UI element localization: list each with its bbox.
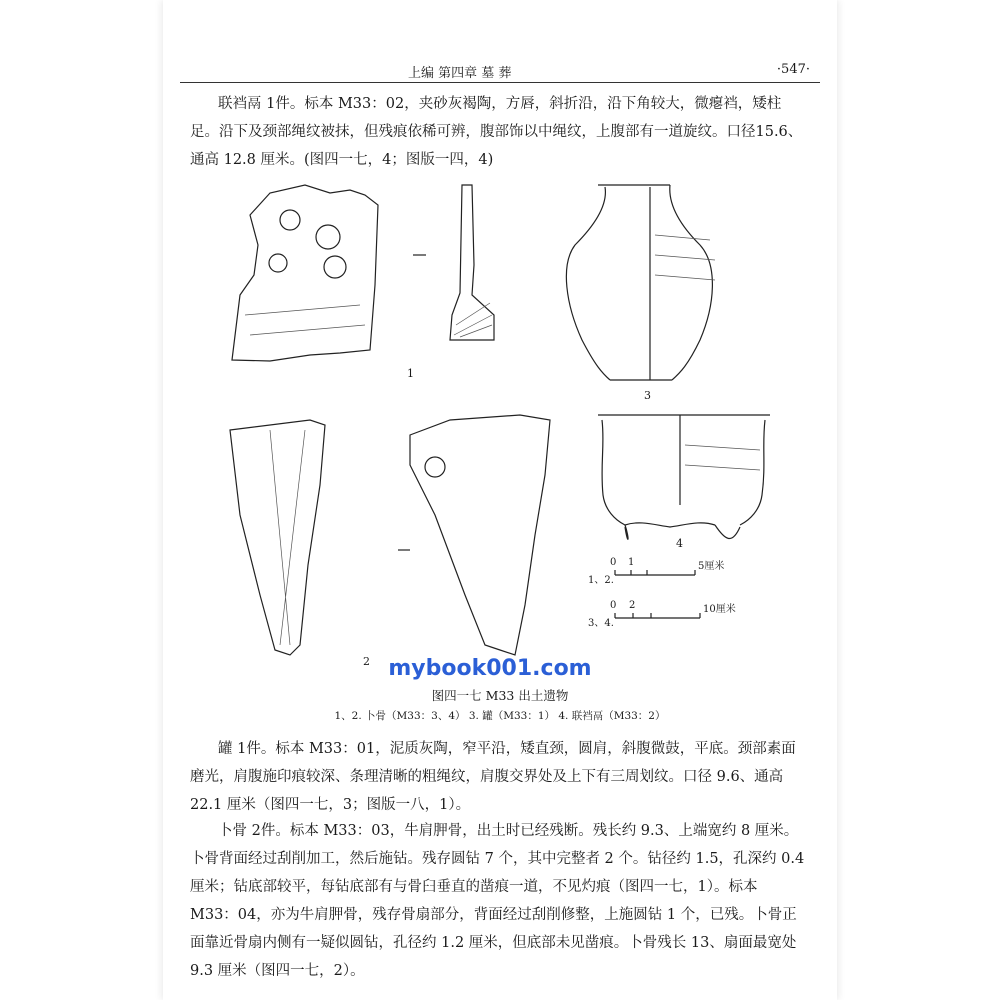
figure-label-4: 4 bbox=[676, 537, 683, 550]
header-rule bbox=[180, 82, 820, 83]
scale-1-tick-0: 0 bbox=[610, 557, 617, 568]
scale-1-tick-1: 1 bbox=[628, 557, 635, 568]
figure-subcaption: 1、2. 卜骨（M33：3、4） 3. 罐（M33：1） 4. 联裆鬲（M33：2） bbox=[334, 710, 666, 722]
scale-1-unit: 5厘米 bbox=[698, 561, 725, 572]
paragraph-bugu bbox=[190, 817, 806, 985]
figure-label-1: 1 bbox=[407, 367, 414, 380]
oracle-bone-1-section bbox=[450, 185, 494, 340]
scale-2-label: 3、4. bbox=[588, 618, 614, 629]
scale-2-tick-0: 0 bbox=[610, 600, 617, 611]
scale-2-tick-2: 2 bbox=[629, 600, 636, 611]
paragraph-guan bbox=[190, 735, 806, 819]
oracle-bone-2-front bbox=[230, 420, 325, 655]
figure-caption: 图四一七 M33 出土遗物 bbox=[431, 688, 569, 703]
scale-bar-2 bbox=[615, 613, 700, 618]
li-vessel-drawing bbox=[598, 415, 770, 539]
paragraph-guan-text: 罐 1件。标本 M33：01，泥质灰陶，窄平沿，矮直颈，圆肩，斜腹微鼓，平底。颈部素面磨光，肩腹施印痕较深、条理清晰的粗绳纹，肩腹交界处及上下有三周划纹。口径 9.6、通高22.1 厘米（图四一七，3；图版一八，1）。 bbox=[190, 741, 796, 813]
scale-bar-1 bbox=[615, 570, 695, 575]
scale-1-label: 1、2. bbox=[588, 575, 614, 586]
figure-label-2: 2 bbox=[363, 655, 370, 668]
page-number: ·547· bbox=[776, 62, 810, 77]
figure-label-3: 3 bbox=[644, 389, 651, 402]
chapter-heading: 上编 第四章 墓 葬 bbox=[408, 66, 512, 81]
paragraph-bugu-text: 卜骨 2件。标本 M33：03，牛肩胛骨，出土时已经残断。残长约 9.3、上端宽约 8 厘米。卜骨背面经过刮削加工，然后施钻。残存圆钻 7 个，其中完整者 2 个。钻径约 1.5，孔深约 0.4 厘米；钻底部较平，每钻底部有与骨臼垂直的凿痕一道，不见灼痕（图四一七，1）。标本 M33：04，亦为牛肩胛骨，残存骨扇部分，背面经过刮削修整，上施圆钻 1 个，已残。卜骨正面靠近骨扇内侧有一疑似圆钻，孔径约 1.2 厘米，但底部未见凿痕。卜骨残长 13、扇面最宽处 9.3 厘米（图四一七，2）。 bbox=[190, 823, 805, 979]
running-header bbox=[180, 62, 820, 84]
paragraph-li bbox=[190, 90, 806, 174]
paragraph-li-text: 联裆鬲 1件。标本 M33：02，夹砂灰褐陶，方唇，斜折沿，沿下角较大，微瘪裆，矮柱足。沿下及颈部绳纹被抹，但残痕依稀可辨，腹部饰以中绳纹，上腹部有一道旋纹。口径15.6、通高 12.8 厘米。(图四一七，4；图版一四，4) bbox=[190, 96, 803, 168]
oracle-bone-2-back bbox=[410, 415, 550, 655]
scale-2-unit: 10厘米 bbox=[703, 604, 736, 615]
watermark-url: mybook001.com bbox=[388, 656, 592, 681]
jar-drawing bbox=[566, 185, 712, 380]
figure-417 bbox=[210, 175, 790, 685]
